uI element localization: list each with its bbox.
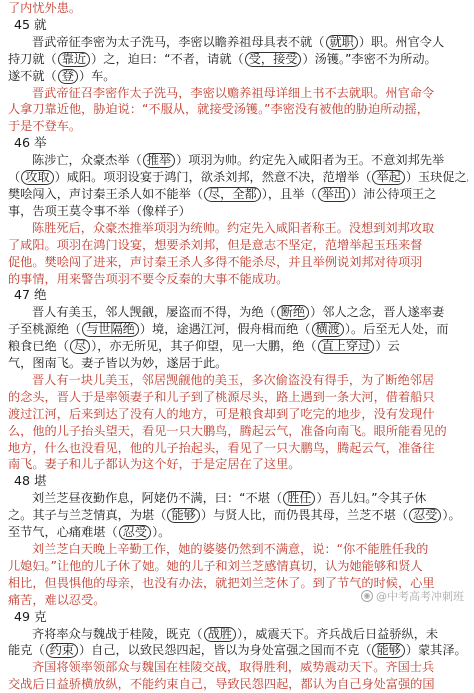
text-segment: 49 克 xyxy=(14,609,47,624)
text-segment: 儿媳妇。”让他的儿子休了她。她的儿子和刘兰芝感情真切，认为她能够和贤人 xyxy=(8,559,423,573)
text-line xyxy=(8,321,468,338)
text-segment: ）咸阳。项羽设宴于鸿门，欲杀刘邦，然意不决，范增举（ xyxy=(55,170,372,184)
text-segment: 45 就 xyxy=(14,17,47,32)
translation-line xyxy=(8,406,468,423)
text-segment: ），威震天下。齐兵战后日益骄纵，未 xyxy=(237,627,438,641)
text-line xyxy=(8,186,468,203)
translation-line xyxy=(8,237,468,254)
text-line xyxy=(8,355,468,372)
boxed-meaning: 直上穿过 xyxy=(318,339,375,354)
text-line xyxy=(8,34,468,51)
text-segment: 之。其子与兰芝情真，为堪（ xyxy=(8,508,166,522)
text-segment: ）之，迫曰：“不者，请就（ xyxy=(91,52,244,66)
text-segment: 事，告项王莫令事不举（像样子） xyxy=(8,204,191,218)
watermark-text: @中考高考冲刺班 xyxy=(376,588,464,604)
text-segment: 人拿刀靠近他，胁迫说：“不服从，就接受汤镬。”李密没有被他的胁迫所动摇， xyxy=(8,102,429,116)
boxed-meaning: 就职 xyxy=(326,35,358,50)
text-segment: ）云 xyxy=(375,339,399,353)
text-segment: ）。后至无人处，而 xyxy=(345,322,449,336)
text-segment: 么，他的儿子抬头望天，看见一只大鹏鸟，腾起云气，准备向南飞。眼所能看见的 xyxy=(8,424,447,438)
text-segment: 了内忧外患。 xyxy=(8,1,81,15)
translation-line xyxy=(8,389,468,406)
text-line xyxy=(8,338,468,355)
text-segment: 齐国将领率领部众与魏国在桂陵交战，取得胜利，威势震动天下。齐国士兵 xyxy=(32,660,434,674)
watermark xyxy=(361,588,464,604)
text-segment: 晋人有美玉，邻人觊觎，屡盗而不得，为绝（ xyxy=(32,305,276,319)
text-segment: 48 堪 xyxy=(14,473,47,488)
translation-line xyxy=(8,254,468,271)
section-heading xyxy=(8,135,468,152)
translation-line xyxy=(8,220,468,237)
text-segment: 地方，什么也没看见，他的儿子抬起头，看见了一只大鹏鸟，腾起云气，准备往 xyxy=(8,441,435,455)
text-segment: 交战后日益骄横放纵，不能约束自己，导致民怨四起，都认为自己身处富强的国 xyxy=(8,677,435,691)
translation-line xyxy=(8,101,468,118)
boxed-meaning: 战胜 xyxy=(204,627,236,642)
text-segment: 促他。樊哙闯了进来，声讨秦王杀人多得不能杀尽，并且举例说刘邦对待项羽 xyxy=(8,255,422,269)
boxed-meaning: 尽，全都 xyxy=(204,187,261,202)
translation-line xyxy=(8,456,468,473)
boxed-meaning: 断绝 xyxy=(277,305,309,320)
text-segment: ）境，途遇江河，假舟楫而绝（ xyxy=(140,322,311,336)
text-segment: 齐将率众与魏战于桂陵，既克（ xyxy=(32,627,203,641)
text-segment: 樊哙闯入，声讨秦王杀人如不能举（ xyxy=(8,187,203,201)
text-line xyxy=(8,304,468,321)
section-heading xyxy=(8,473,468,490)
text-segment: ）沛公待项王之 xyxy=(351,187,436,201)
boxed-meaning: 登 xyxy=(58,69,78,84)
text-segment: 子至桃源绝（ xyxy=(8,322,81,336)
text-segment: 了咸阳。项羽在鸿门设宴，想要杀刘邦，但是意志不坚定，范增举起玉珏来督 xyxy=(8,238,422,252)
boxed-meaning: 忍受 xyxy=(409,508,441,523)
boxed-meaning: 横渡 xyxy=(312,322,344,337)
text-segment: 晋武帝征召李密作太子洗马，李密以赡养祖母详细上书不去就职。州官命令 xyxy=(32,86,434,100)
text-segment: 至节气，心痛难堪（ xyxy=(8,525,118,539)
boxed-meaning: 忍受 xyxy=(119,525,151,540)
text-line xyxy=(8,51,468,68)
section-heading xyxy=(8,17,468,34)
text-segment: 刘兰芝白天晚上辛勤工作，她的婆婆仍然到不满意，说：“你不能胜任我的 xyxy=(32,542,428,556)
translation-line xyxy=(8,541,468,558)
boxed-meaning: 胜任 xyxy=(283,491,315,506)
text-segment: 的念头，晋人于是率领妻子和儿子到了桃源尽头，路上遇到一条大河，借着船只 xyxy=(8,390,435,404)
text-line xyxy=(8,203,468,220)
translation-line xyxy=(8,440,468,457)
text-segment: ）。 xyxy=(442,508,460,522)
text-line xyxy=(8,642,468,659)
text-segment: 持刀就（ xyxy=(8,52,57,66)
text-line xyxy=(8,152,468,169)
text-segment: ）吾儿妇。”令其子休 xyxy=(316,491,426,505)
text-segment: 的事情，用来警告项羽不要令反秦的大事不能成功。 xyxy=(8,272,288,286)
text-segment: 南飞。妻子和儿子都认为这个好，于是定居在了这里。 xyxy=(8,457,301,471)
text-segment: ）自己，以致民怨四起，皆以为身处富强之国而不克（ xyxy=(79,643,372,657)
translation-line xyxy=(8,423,468,440)
text-line xyxy=(8,507,468,524)
translation-line xyxy=(8,659,468,676)
translation-line xyxy=(8,372,468,389)
text-segment: （ xyxy=(8,170,20,184)
text-line xyxy=(8,169,468,186)
boxed-meaning: 尽 xyxy=(70,339,90,354)
text-segment: 遂不就（ xyxy=(8,69,57,83)
translation-line xyxy=(8,85,468,102)
text-segment: ）邻人之念，晋人遂率妻 xyxy=(310,305,444,319)
translation-line xyxy=(8,676,468,693)
text-segment: 46 举 xyxy=(14,135,47,150)
boxed-meaning: 能够 xyxy=(372,643,404,658)
text-segment: ）汤镬。”李密不为所动。 xyxy=(302,52,436,66)
translation-line xyxy=(8,0,468,17)
boxed-meaning: 攻取 xyxy=(21,170,53,185)
boxed-meaning: 靠近 xyxy=(58,52,90,67)
text-line xyxy=(8,626,468,643)
text-segment: 渡过江河，后来到达了没有人的地方，可是粮食却到了吃完的地步，没有发现什 xyxy=(8,407,435,421)
text-segment: ）项羽为帅。约定先入咸阳者为王。不意刘邦先举 xyxy=(176,153,444,167)
text-segment: 于是不登车。 xyxy=(8,119,81,133)
boxed-meaning: 与世隔绝 xyxy=(82,322,139,337)
text-segment: 刘兰芝昼夜勤作息，阿姥仍不满，曰：“不堪（ xyxy=(32,491,282,505)
text-line xyxy=(8,524,468,541)
text-segment: ）玉玦促之 xyxy=(406,170,468,184)
text-segment: ），且举（ xyxy=(262,187,317,201)
text-segment: 痛苦，难以忍受。 xyxy=(8,593,106,607)
text-segment: 晋武帝征李密为太子洗马，李密以瞻养祖母具表不就（ xyxy=(32,35,325,49)
weibo-icon: ◉ xyxy=(361,590,373,602)
boxed-meaning: 能够 xyxy=(167,508,199,523)
text-segment: ）。 xyxy=(152,525,170,539)
text-segment: ）与贤人比，而仍畏其母，兰芝不堪（ xyxy=(201,508,408,522)
text-segment: 相比，但畏惧他的母亲，也没有办法，就把刘兰芝休了。到了节气的时候，心里 xyxy=(8,576,435,590)
text-segment: ）车。 xyxy=(79,69,116,83)
text-segment: 粮食已绝（ xyxy=(8,339,69,353)
text-segment: 晋人有一块儿美玉，邻居觊觎他的美玉，多次偷盗没有得手，为了断绝邻居 xyxy=(32,373,434,387)
section-heading xyxy=(8,287,468,304)
text-segment: ），亦无所见，其子仰望，见一大鹏，绝（ xyxy=(91,339,316,353)
section-heading xyxy=(8,609,468,626)
boxed-meaning: 举出 xyxy=(318,187,350,202)
text-segment: 能克（ xyxy=(8,643,45,657)
boxed-meaning: 约束 xyxy=(46,643,78,658)
text-segment: 陈涉亡，众豪杰举（ xyxy=(32,153,142,167)
text-segment: 气，图南飞。妻子皆以为妙，遂居于此。 xyxy=(8,356,227,370)
translation-line xyxy=(8,271,468,288)
boxed-meaning: 举起 xyxy=(372,170,404,185)
boxed-meaning: 受，接受 xyxy=(245,52,302,67)
boxed-meaning: 推举 xyxy=(143,153,175,168)
text-segment: 陈胜死后，众豪杰推举项羽为统帅。约定先入咸阳者称王。没想到刘邦攻取 xyxy=(32,221,434,235)
translation-line xyxy=(8,118,468,135)
text-line xyxy=(8,68,468,85)
text-line xyxy=(8,490,468,507)
text-segment: 47 绝 xyxy=(14,287,47,302)
text-segment: ）职。州官令人 xyxy=(359,35,444,49)
translation-line xyxy=(8,558,468,575)
text-segment: ）蒙其泽。 xyxy=(406,643,467,657)
